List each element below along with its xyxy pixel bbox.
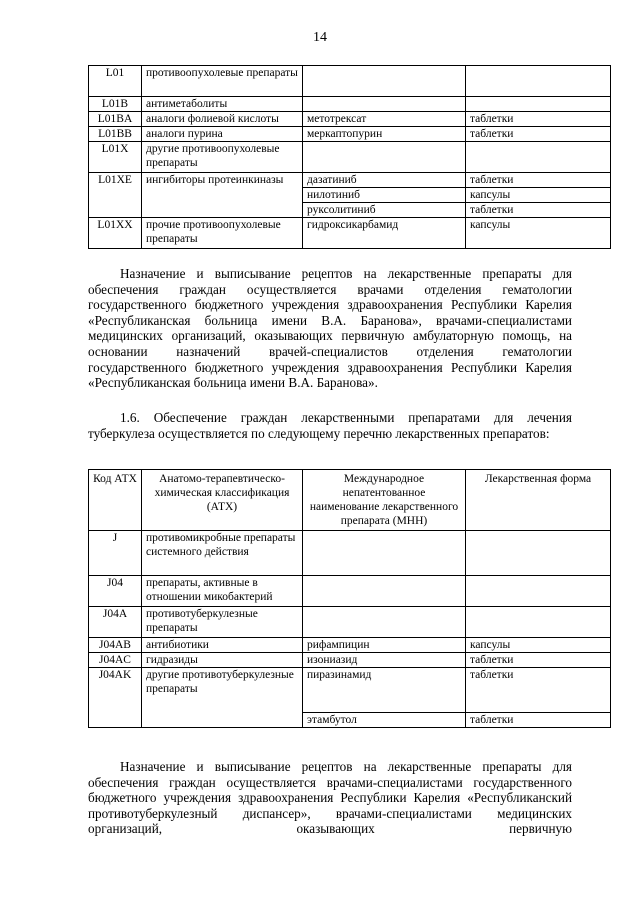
atc-class: препараты, активные в отношении микобактерий [142, 576, 303, 607]
table-row [89, 127, 611, 142]
atc-class: антиметаболиты [142, 97, 303, 112]
atc-code: L01B [89, 97, 142, 112]
mnn: этамбутол [303, 713, 466, 728]
mnn [303, 531, 466, 576]
atc-code: L01XX [89, 218, 142, 249]
atc-code: J04AB [89, 638, 142, 653]
mnn [303, 607, 466, 638]
atc-code: L01BA [89, 112, 142, 127]
mnn: руксолитиниб [303, 203, 466, 218]
atc-class: противотуберкулезные препараты [142, 607, 303, 638]
table-row [89, 66, 611, 97]
table-row [89, 173, 611, 188]
header-mnn: Международное непатентованное наименование лекарственного препарата (МНН) [303, 470, 466, 531]
atc-code: J04AC [89, 653, 142, 668]
dosage-form [466, 607, 611, 638]
mnn [303, 66, 466, 97]
atc-class: антибиотики [142, 638, 303, 653]
atc-class: прочие противоопухолевые препараты [142, 218, 303, 249]
dosage-form: капсулы [466, 218, 611, 249]
dosage-form [466, 531, 611, 576]
oncology-drug-table [88, 65, 611, 249]
atc-class: аналоги фолиевой кислоты [142, 112, 303, 127]
header-atc-class: Анатомо-терапевтическо-химическая классификация (АТХ) [142, 470, 303, 531]
dosage-form: капсулы [466, 638, 611, 653]
paragraph-tuberculosis-prescribing: Назначение и выписывание рецептов на лекарственные препараты для обеспечения граждан осуществляется врачами-специалистами государственного бюджетного учреждения здравоохранения Республики Карелия «Республиканский противотуберкулезный диспансер», врачами-специалистами медицинских организаций, оказывающих первичную [88, 759, 572, 837]
dosage-form [466, 97, 611, 112]
dosage-form [466, 576, 611, 607]
mnn: изониазид [303, 653, 466, 668]
table-row [89, 142, 611, 173]
header-atc-code: Код АТХ [89, 470, 142, 531]
mnn: метотрексат [303, 112, 466, 127]
atc-code: J04AK [89, 668, 142, 728]
atc-class: гидразиды [142, 653, 303, 668]
atc-class: другие противоопухолевые препараты [142, 142, 303, 173]
mnn [303, 142, 466, 173]
dosage-form: таблетки [466, 713, 611, 728]
dosage-form: таблетки [466, 127, 611, 142]
table-header-row [89, 470, 611, 531]
atc-code: J04A [89, 607, 142, 638]
dosage-form [466, 66, 611, 97]
page-number: 14 [313, 30, 327, 45]
mnn: гидроксикарбамид [303, 218, 466, 249]
table-row [89, 668, 611, 713]
atc-code: L01BB [89, 127, 142, 142]
atc-code: J04 [89, 576, 142, 607]
table-row [89, 218, 611, 249]
dosage-form: таблетки [466, 653, 611, 668]
atc-class: ингибиторы протеинкиназы [142, 173, 303, 218]
atc-code: L01XE [89, 173, 142, 218]
mnn: нилотиниб [303, 188, 466, 203]
dosage-form: капсулы [466, 188, 611, 203]
dosage-form [466, 142, 611, 173]
table-row [89, 607, 611, 638]
paragraph-tuberculosis-intro: 1.6. Обеспечение граждан лекарственными препаратами для лечения туберкулеза осуществляется по следующему перечню лекарственных препаратов: [88, 410, 572, 441]
atc-class: другие противотуберкулезные препараты [142, 668, 303, 728]
mnn: дазатиниб [303, 173, 466, 188]
mnn [303, 97, 466, 112]
atc-code: L01X [89, 142, 142, 173]
atc-class: противоопухолевые препараты [142, 66, 303, 97]
mnn: пиразинамид [303, 668, 466, 713]
dosage-form: таблетки [466, 112, 611, 127]
table-row [89, 531, 611, 576]
table-row [89, 112, 611, 127]
tuberculosis-drug-table [88, 469, 611, 728]
table-row [89, 638, 611, 653]
mnn: меркаптопурин [303, 127, 466, 142]
dosage-form: таблетки [466, 203, 611, 218]
dosage-form: таблетки [466, 173, 611, 188]
paragraph-hematology-prescribing: Назначение и выписывание рецептов на лекарственные препараты для обеспечения граждан осуществляется врачами отделения гематологии государственного бюджетного учреждения здравоохранения Республики Карелия «Республиканская больница имени В.А. Баранова», врачами-специалистами медицинских организаций, оказывающих первичную амбулаторную помощь, на основании назначений врачей-специалистов отделения гематологии государственного бюджетного учреждения здравоохранения Республики Карелия «Республиканская больница имени В.А. Баранова». [88, 266, 572, 391]
atc-class: аналоги пурина [142, 127, 303, 142]
header-dosage-form: Лекарственная форма [466, 470, 611, 531]
table-row [89, 653, 611, 668]
mnn: рифампицин [303, 638, 466, 653]
dosage-form: таблетки [466, 668, 611, 713]
atc-class: противомикробные препараты системного действия [142, 531, 303, 576]
atc-code: J [89, 531, 142, 576]
atc-code: L01 [89, 66, 142, 97]
table-row [89, 576, 611, 607]
table-row [89, 97, 611, 112]
mnn [303, 576, 466, 607]
